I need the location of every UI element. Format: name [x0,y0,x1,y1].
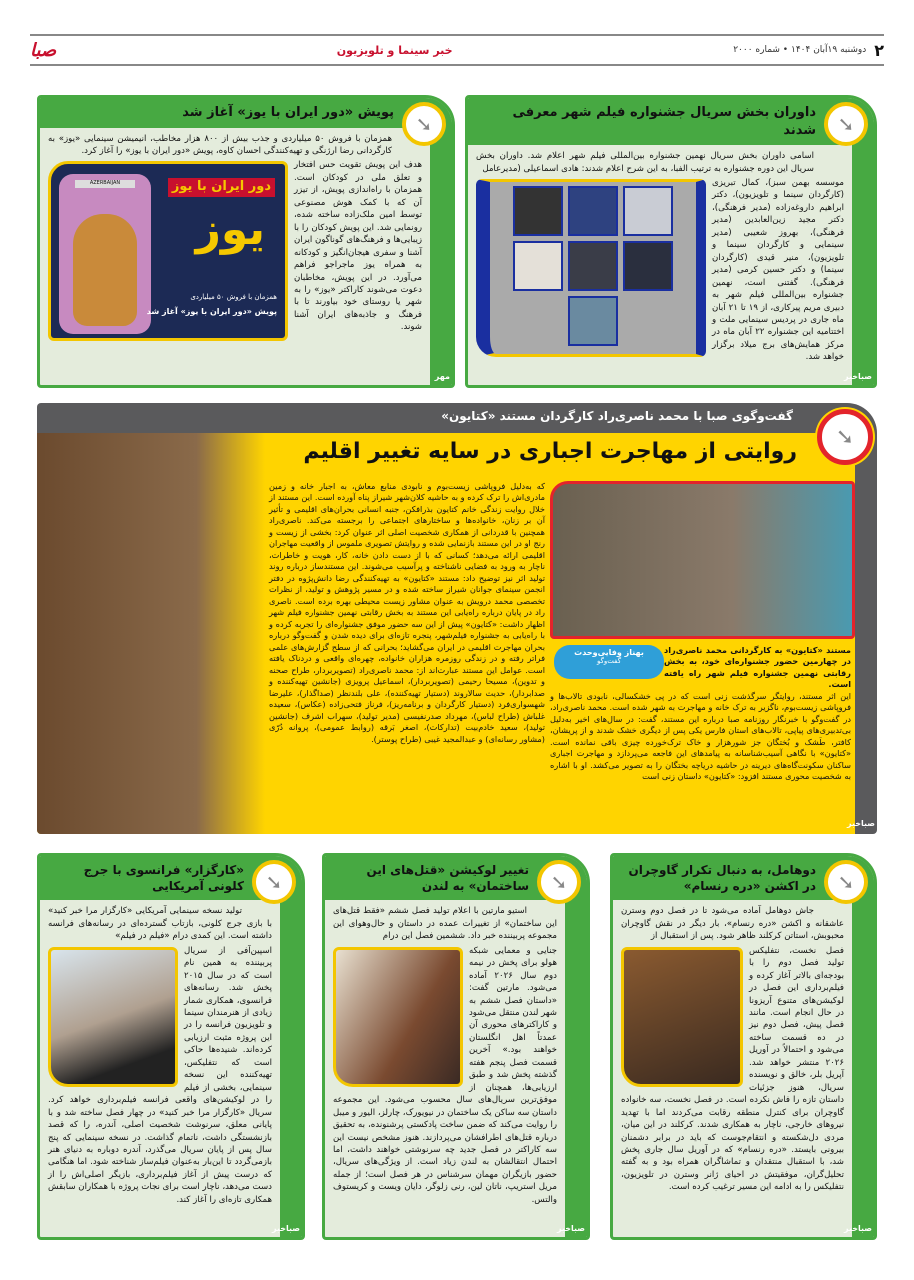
body-text: فرانسه فیلم‌برداری خواهد کرد. سریال «کارگزار مرا خبر کنید» در چهار فصل ساخته شد و با پایانی معلق، سرنوشت شخصیت اصلی، آندره، را که قصد بازنشستگی داشت، ناتمام گذاشت. در نسخه سینمایی که پنج سال پس از پایان سریال می‌گذرد، آندره دوباره به دنیای هنر بازمی‌گردد تا این‌بار به‌عنوان فیلم‌ساز شناخته شود. اما هنگامی که درست پیش از آغاز فیلم‌برداری، بازیگر اصلی‌اش را از دست می‌دهد، ناچار است برای نجات پروژه با همکاران سابقش همکاری تازه‌ای را آغاز کند. [48,1095,272,1205]
documentary-still [550,481,855,639]
judges-photo-grid [476,179,706,357]
main-interview [37,403,877,834]
poster-logo: یوز [195,204,265,256]
cheetah-character [73,214,137,326]
date-issue: دوشنبه ۱۹آبان ۱۴۰۴ • شماره ۲۰۰۰ [733,45,867,55]
poster-title: دور ایران با یوز [168,178,275,197]
body-text: هدف این پویش تقویت حس افتخار و تعلق ملی در کودکان است. همزمان با راه‌اندازی پویش، از تیزر آن که با کمک هوش مصنوعی توسط امین ملک‌زاده ساخته شده، رونمایی شد. این پویش کودکان را با زیبایی‌ها و فرهنگ‌های گوناگون ایران آشنا و سفری هیجان‌انگیز و کودکانه به همراه یوز ماجراجو فراهم می‌آورد. در این پویش، مخاطبان دعوت می‌شوند کاراکتر «یوز» را به شهر یا روستای خود بیاورند تا با فرهنگ و جاذبه‌های ایران آشنا شوند. [294,160,422,333]
body-text: سال محسوب می‌شود. این مجموعه داستان سه ساکن یک ساختمان در نیویورک، چارلز، الیور و میبل را روایت می‌کند که ضمن ساخت پادکستی پرشنونده، به تحقیق درباره قتل‌های اطرافشان می‌پردازند. هنوز مشخص نیست این سه کاراکتر در فصل جدید چه سرنوشتی خواهند داشت، اما احتمال انتقالشان به لندن زیاد است. از ویژگی‌های سریال، حضور بازیگران مهمان سرشناس در هر فصل است؛ از جمله مریل استریپ، ناتان لین، رنی زلوگر، دایان ویست و کریستوف والتس. [333,1095,557,1205]
section-title: خبر سینما و تلویزیون [336,43,453,57]
headline: تغییر لوکیشن «قتل‌های این ساختمان» به لندن [325,856,587,900]
arrow-icon: ➘ [824,102,868,146]
body-right: این اثر مستند، روایتگر سرگذشت زنی است که در پی خشکسالی، نابودی تالاب‌ها و فروپاشی زیست‌بوم، ناگزیر به ترک خانه و مهاجرت به شهر شده است. محمد ناصری‌راد، در گفت‌وگو با خبرنگار روزنامه صبا درباره این مستند، گفت: در سال‌های اخیر به‌دلیل بی‌تدبیری‌های پیاپی، تالاب‌های استان فارس یکی پس از دیگری خشک شدند و از پریشان، کافتر، طَشک و بُختگان جز شورهزار و خاک ترک‌خورده چیزی باقی نمانده است. «کتایون» با نگاهی آسیب‌شناسانه به پیامدهای این فاجعه می‌پردازد و مهاجرت اجباری ساکنان سکونت‌گاه‌های دیرینه در حاشیه دریاچه بختگان را به تصویر می‌کشد. او با اشاره به شخصیت محوری مستند افزود: «کتایون» داستان زنی است [550,690,851,782]
side-text: اسپین‌آفی از سریال پربیننده به همین نام است که در سال ۲۰۱۵ پخش شد. رسانه‌های فرانسوی، همکاری شمار زیادی از هنرمندان سینما و تلویزیون فرانسه را در این پروژه مثبت ارزیابی کرده‌اند. شنیده‌ها حاکی است که نتفلیکس، تهیه‌کننده این نسخه سینمایی، بخشی از فیلم را در لوکیشن‌های واقعی [174,945,272,1106]
source-label: صباخبر [843,372,872,381]
headline: پویش «دور ایران با یوز» آغاز شد [40,98,452,128]
judge-photo [513,241,563,291]
page-header [30,38,884,62]
byline-badge [554,645,664,679]
source-label: صباخبر [271,1224,300,1233]
bus-sign: AZERBAIJAN [75,180,135,187]
judge-photo [513,186,563,236]
article-judges [465,95,877,388]
source-label: صباخبر [843,1224,872,1233]
body-left: که به‌دلیل فروپاشی زیست‌بوم و نابودی منابع معاش، به اجبار خانه و زمین مادری‌اش را ترک کرده و به حاشیه کلان‌شهر شیراز پناه آورده است. این مستند از خلال روایت زندگی خانم کتایون بذرافکن، جنبه انسانی بحران‌های اقلیمی و تأثیر آن بر زنان، خانواده‌ها و ساختارهای اجتماعی را برجسته می‌کند. ناصری‌راد همچنین با قدردانی از همکاری شخصیت اصلی اثر عنوان کرد: بخشی از زیست و رنج او در این مستند بازنمایی شده و روایتش تصویری ملموس از واقعیت مهاجران اقلیمی ارائه می‌دهد؛ کسانی که با از دست دادن خانه، کار، هویت و خاطرات، ناچار به ورود به فضایی ناشناخته و پرآسیب می‌شوند. این مستندساز درباره روند تولید اثر نیز توضیح داد: مستند «کتایون» به تهیه‌کنندگی رضا دانش‌پژوه در دفتر انجمن سینمای جوانان شیراز ساخته شده و در مسیر پژوهش و تولید، از نظرات تخصصی محمد درویش به عنوان مشاور زیست محیطی بهره برده است. ناصری راد در پایان درباره راه‌یابی این مستند به بخش رقابتی نهمین جشنواره فیلم شهر اظهار داشت: «کتایون» پیش از این سه حضور موفق جشنواره‌ای را تجربه کرده و با راه‌یابی به جشنواره فیلم‌شهر، پنجره تازه‌ای برای دیده شدن و گفت‌وگو درباره بحران مهاجرت اقلیمی در ایران می‌گشاید؛ بحرانی که از سطح گزارش‌های علمی فراتر رفته و در زندگی روزمره هزاران خانواده، چهره‌ای واقعی و دردناک یافته است. عوامل این مستند عبارت‌اند از: محمد ناصری‌راد (تصویربردار، طراح صحنه و تدوین)، مسیحا رحیمی (تصویربردار)، اسماعیل پرویزی (جانشین تهیه‌کننده و صدابردار)، حدیث سالاروند (دستیار تهیه‌کننده)، علی بلندنظر (صداگذار)، علیرضا شهسواری‌فرد (دستیار کارگردان و برنامه‌ریز)، فرناز فتحی‌زاده (عکاس)، سعیده غلباش (طراح لباس)، مهرداد صدرنفیسی (مدیر تولید)، سهراب اشرف (جانشین تولید)، سعید خادم‌بیت (تدارکات)، اصغر بَرقه (روابط عمومی)، پروانه دُرّی (مشاور رسانه‌ای) و عبدالمجید غیبی (طراح پوستر). [269,481,545,744]
cowboy-photo [621,947,743,1087]
headline: «کارگزار» فرانسوی با جرج کلونی آمریکایی [40,856,302,900]
source-label: مهر [434,372,450,381]
arrow-icon: ➘ [817,409,873,465]
arrow-icon: ➘ [402,102,446,146]
body-text: موسسه بهمن سبز)، کمال تبریزی (کارگردان سینما و تلویزیون)، دکتر ابراهیم داروغه‌زاده (مدیر فرهنگی)، دکتر مجید زین‌العابدین (مدیر فرهنگی)، بهروز شعیبی (مدیر سینمایی و کارگردان سینما و تلویزیون)، منیر قیدی (کارگردان سینما) و دکتر حسین کرمی (مدیر فرهنگی). گفتنی است، نهمین جشنواره بین‌المللی فیلم شهر به دبیری مریم پیرکاری، از ۱۹ تا ۲۱ آبان ماه جاری در پردیس سینمایی ملت و اختتامیه این جشنواره ۲۲ آبان ماه در مرکز همایش‌های برج میلاد برگزار خواهد شد. [712,178,844,363]
newspaper-logo: صبا [30,39,57,61]
judge-photo [568,296,618,346]
lead-text: مستند «کتایون» به کارگردانی محمد ناصری‌راد در چهارمین حضور جشنواره‌ای خود، به بخش رقابتی نهمین جشنواره فیلم شهر راه یافته است. [664,645,851,690]
byline-name: بهناز وفایی‌وحدت [574,648,644,657]
arrow-icon: ➘ [252,860,296,904]
poster-line1: همزمان با فروش ۵۰ میلیاردی [190,293,277,302]
body-text: داستان تازه را فاش نکرده است. در فصل نخست، سه خانواده گاوچران برای کنترل منطقه رقابت می‌کردند اما با تهدید نیروهای خارجی، ناچار به همکاری شدند. کرکلند در این میان، مردی دل‌شکسته و انتقام‌جوست که باید در برابر دشمنان بیرونی بایستد. «دره رنسام» که در آوریل سال جاری پخش شد، با استقبال منتقدان و تماشاگران همراه بود و به گفته تحلیل‌گران، موفقیتش در احیای ژانر وسترن در تلویزیون، نتفلیکس را به ادامه این مسیر ترغیب کرده است. [621,1095,844,1193]
main-headline: روایتی از مهاجرت اجباری در سایه تغییر اقلیم [37,433,855,477]
lead-text: تولید نسخه سینمایی آمریکایی «کارگزار مرا خبر کنید» با بازی جرج کلونی، بازتاب گسترده‌ای در رسانه‌های فرانسه داشته است. این کمدی درام «فیلم در فیلم» [48,906,272,942]
judge-photo [568,186,618,236]
header-rule-bottom [30,64,884,66]
lead-text: جاش دوهامل آماده می‌شود تا در فصل دوم وسترن عاشقانه و اکشن «دره رنسام»، بار دیگر در نقش گاوچران محبوبش، استاتن کرکلند ظاهر شود. پس از استقبال از [621,906,844,942]
byline-type: گفت‌وگو [596,657,622,665]
kicker: گفت‌وگوی صبا با محمد ناصری‌راد کارگردان مستند «کتایون» [441,409,793,423]
lead-text: همزمان با فروش ۵۰ میلیاردی و جذب بیش از ۸۰۰ هزار مخاطب، انیمیشن سینمایی «یوز» به کارگردانی رضا ارژنگی و تهیه‌کنندگی احسان کاوه، پویش «دور ایران با یوز» را آغاز کرد. [48,133,392,156]
article-yooz [37,95,455,388]
article-clooney [37,853,305,1240]
arrow-icon: ➘ [537,860,581,904]
page-number: ۲ [874,40,884,60]
clooney-photo [48,947,178,1087]
source-label: صباخبر [556,1224,585,1233]
article-duhamel [610,853,877,1240]
director-portrait [37,433,265,834]
judge-photo [623,241,673,291]
lead-text: اسامی داوران بخش سریال نهمین جشنواره بین‌المللی فیلم شهر اعلام شد. داوران بخش سریال این دوره جشنواره به ترتیب الفبا، به این شرح اعلام شدند: هادی اسماعیلی (مدیرعامل [476,151,814,174]
cast-photo [333,947,463,1087]
yooz-poster [48,161,288,341]
judge-photo [623,186,673,236]
side-text: جنایی و معمایی شبکه هولو برای پخش در نیمه دوم سال ۲۰۲۶ آماده می‌شود. مارتین گفت: «داستان فصل ششم به شهر لندن منتقل می‌شود و کاراکترهای محوری آن عمدتاً اهل انگلستان خواهند بود.» آخرین قسمت فصل پنجم هفته گذشته پخش شد و طبق ارزیابی‌ها، همچنان از موفق‌ترین سریال‌های [468,945,558,1106]
headline: داوران بخش سریال جشنواره فیلم شهر معرفی شدند [468,98,874,145]
poster-line2: پویش «دور ایران با یوز» آغاز شد [146,307,277,317]
side-text: فصل نخست، نتفلیکس تولید فصل دوم را با بودجه‌ای بالاتر آغاز کرده و فیلم‌برداری این فصل در لوکیشن‌های متنوع آریزونا در حال انجام است. مانند فصل پیش، فصل دوم نیز در ده قسمت ساخته می‌شود و احتمالاً در آوریل ۲۰۲۶ منتشر خواهد شد. آپریل بلر، خالق و نویسنده سریال، هنوز جزئیات [749,945,844,1093]
article-building [322,853,590,1240]
judge-photo [568,241,618,291]
bus-illustration [59,174,151,334]
arrow-icon: ➘ [824,860,868,904]
source-label: صباخبر [846,819,875,828]
headline: دوهامل، به دنبال تکرار گاوچران در اکشن «دره رنسام» [613,856,874,900]
lead-text: استیو مارتین با اعلام تولید فصل ششم «فقط قتل‌های این ساختمان» از تغییرات عمده در داستان و حال‌وهوای این مجموعه پربیننده خبر داد. ششمین فصل این درام [333,906,557,942]
header-rule-top [30,34,884,36]
